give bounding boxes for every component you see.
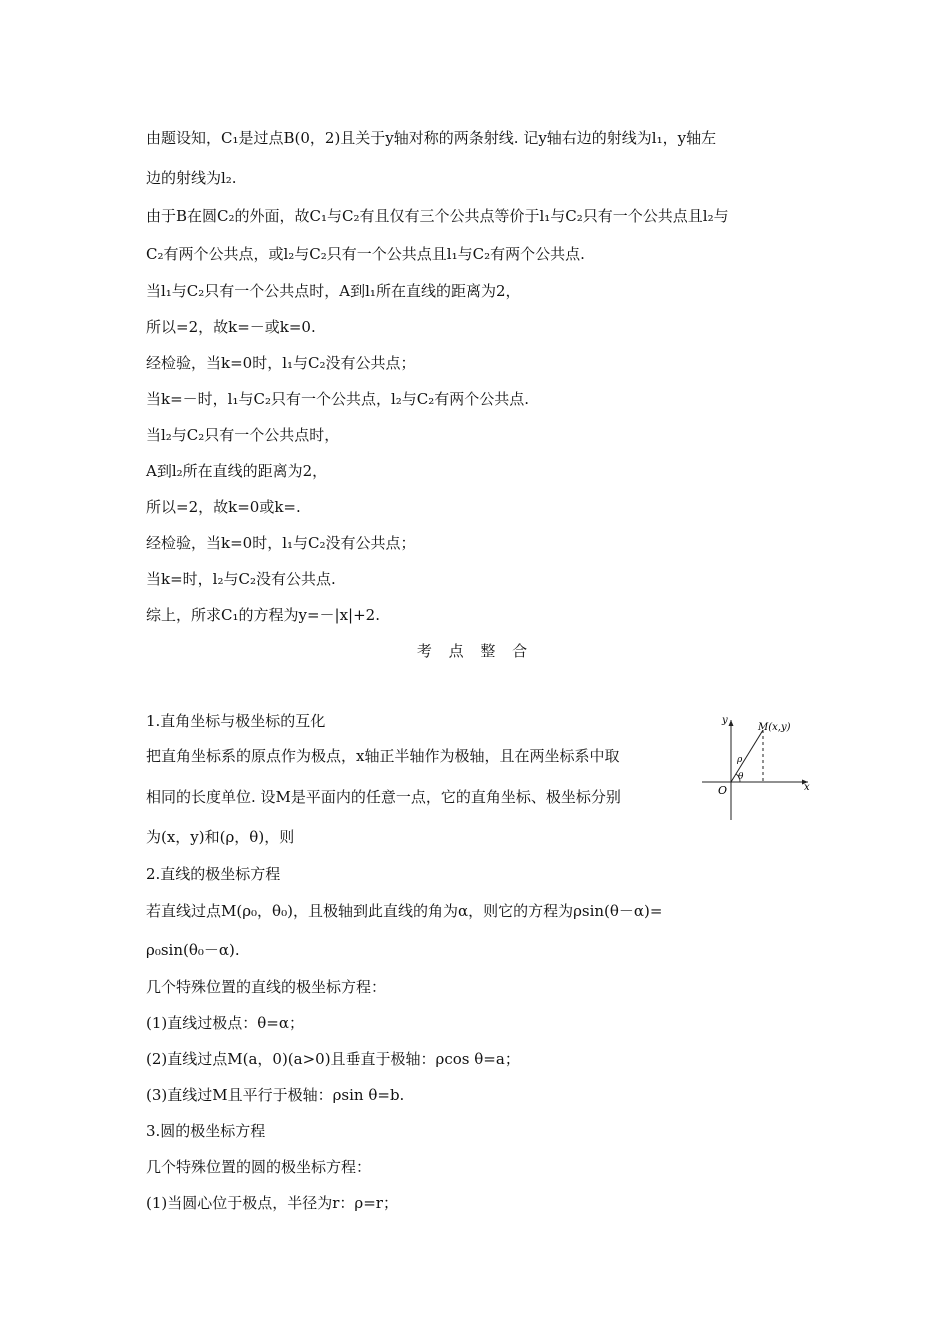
text-line-24: (1)直线过极点：θ=α； [146,1014,304,1032]
text-line-19: 为(x，y)和(ρ，θ)，则 [146,828,295,846]
rho-label: ρ [737,755,743,765]
text-line-5: 当l₁与C₂只有一个公共点时，A到l₁所在直线的距离为2， [146,282,521,300]
text-line-10: A到l₂所在直线的距离为2， [146,462,328,480]
text-line-7: 经检验，当k=0时，l₁与C₂没有公共点； [146,354,416,372]
section-heading: 考 点 整 合 [416,642,534,660]
text-line-1: 由题设知，C₁是过点B(0，2)且关于y轴对称的两条射线. 记y轴右边的射线为l₁，y轴左 [146,129,717,147]
text-line-22: ρ₀sin(θ₀－α). [146,941,240,959]
text-line-9: 当l₂与C₂只有一个公共点时， [146,426,340,444]
y-axis-label: y [722,715,728,726]
text-line-11: 所以=2，故k=0或k=. [146,498,301,516]
text-line-12: 经检验，当k=0时，l₁与C₂没有公共点； [146,534,416,552]
text-line-20: 2.直线的极坐标方程 [146,865,281,883]
text-line-14: 综上，所求C₁的方程为y=－|x|+2. [146,606,380,624]
text-line-21: 若直线过点M(ρ₀，θ₀)，且极轴到此直线的角为α，则它的方程为ρsin(θ－α)= [146,902,663,920]
text-line-25: (2)直线过点M(a，0)(a>0)且垂直于极轴：ρcos θ=a； [146,1050,520,1068]
y-axis-arrow [729,720,734,726]
text-line-28: 几个特殊位置的圆的极坐标方程： [146,1158,372,1176]
point-label: M(x,y) [758,722,791,733]
polar-coordinate-figure [696,710,816,825]
x-axis-label: x [804,782,810,793]
text-line-4: C₂有两个公共点，或l₂与C₂只有一个公共点且l₁与C₂有两个公共点. [146,245,585,263]
text-line-23: 几个特殊位置的直线的极坐标方程： [146,978,387,996]
text-line-2: 边的射线为l₂. [146,169,237,187]
text-line-26: (3)直线过M且平行于极轴：ρsin θ=b. [146,1086,405,1104]
coordinate-diagram [696,710,816,825]
text-line-29: (1)当圆心位于极点，半径为r：ρ=r； [146,1194,398,1212]
text-line-27: 3.圆的极坐标方程 [146,1122,266,1140]
text-line-18: 相同的长度单位. 设M是平面内的任意一点，它的直角坐标、极坐标分别 [146,788,621,806]
theta-label: θ [738,772,744,782]
text-line-16: 1.直角坐标与极坐标的互化 [146,712,326,730]
text-line-6: 所以=2，故k=－或k=0. [146,318,316,336]
origin-label: O [718,784,728,797]
text-line-8: 当k=－时，l₁与C₂只有一个公共点，l₂与C₂有两个公共点. [146,390,530,408]
text-line-3: 由于B在圆C₂的外面，故C₁与C₂有且仅有三个公共点等价于l₁与C₂只有一个公共点且l₂与 [146,207,729,225]
text-line-17: 把直角坐标系的原点作为极点，x轴正半轴作为极轴，且在两坐标系中取 [146,747,620,765]
text-line-13: 当k=时，l₂与C₂没有公共点. [146,570,336,588]
rho-segment [731,730,763,782]
